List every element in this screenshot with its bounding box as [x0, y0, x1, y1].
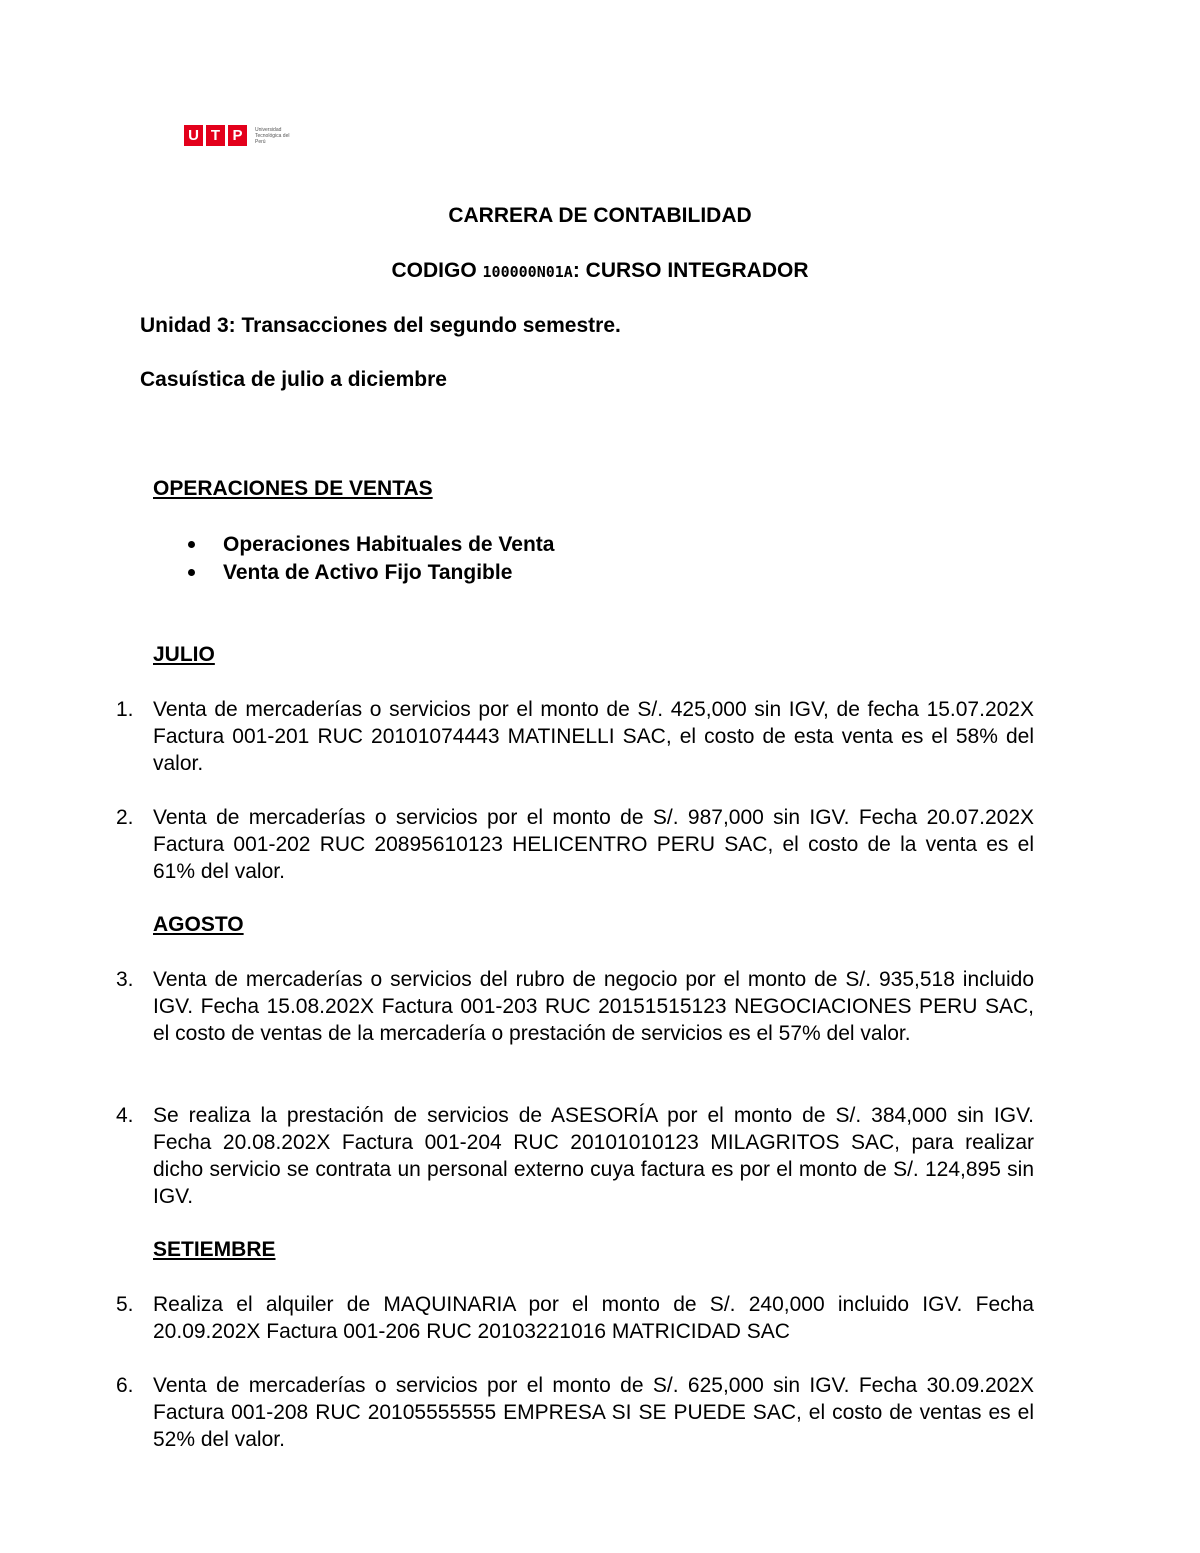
course-name: : CURSO INTEGRADOR — [572, 259, 809, 282]
month-heading-august: AGOSTO — [153, 913, 244, 936]
code-prefix: CODIGO — [391, 259, 483, 282]
transaction-item — [116, 1102, 1034, 1210]
item-text: Venta de mercaderías o servicios por el monto de S/. 987,000 sin IGV. Fecha 20.07.202X Factura 001-202 RUC 20895610123 HELICENTRO PERU SAC, el costo de la venta es el 61% del valor. — [153, 806, 1034, 883]
bullet-icon — [188, 541, 195, 548]
item-number: 3. — [116, 968, 134, 991]
list-item-label: Operaciones Habituales de Venta — [223, 533, 555, 556]
item-text: Se realiza la prestación de servicios de ASESORÍA por el monto de S/. 384,000 sin IGV. Fecha 20.08.202X Factura 001-204 RUC 20101010123 MILAGRITOS SAC, para realizar dicho servicio se contrata un personal externo cuya factura es por el monto de S/. 124,895 sin IGV. — [153, 1104, 1034, 1208]
item-number: 6. — [116, 1374, 134, 1397]
course-code-line — [0, 259, 1200, 283]
career-title: CARRERA DE CONTABILIDAD — [448, 204, 752, 227]
casuistic-title: Casuística de julio a diciembre — [140, 368, 447, 391]
logo-subtitle: Universidad Tecnológica del Perú — [255, 126, 290, 145]
item-text: Venta de mercaderías o servicios por el monto de S/. 425,000 sin IGV, de fecha 15.07.202X Factura 001-201 RUC 20101074443 MATINELLI SAC, el costo de esta venta es el 58% del valor. — [153, 698, 1034, 775]
logo-letter-t: T — [206, 125, 225, 146]
operations-heading: OPERACIONES DE VENTAS — [153, 477, 433, 500]
month-heading-july: JULIO — [153, 643, 215, 666]
item-number: 2. — [116, 806, 134, 829]
list-item — [186, 559, 554, 587]
item-number: 4. — [116, 1104, 134, 1127]
logo-letter-u: U — [184, 125, 203, 146]
item-text: Venta de mercaderías o servicios del rubro de negocio por el monto de S/. 935,518 incluido IGV. Fecha 15.08.202X Factura 001-203 RUC 20151515123 NEGOCIACIONES PERU SAC, el costo de ventas de la mercadería o prestación de servicios es el 57% del valor. — [153, 968, 1034, 1045]
list-item-label: Venta de Activo Fijo Tangible — [223, 561, 513, 584]
item-number: 1. — [116, 698, 134, 721]
item-number: 5. — [116, 1293, 134, 1316]
course-code: 100000N01A — [482, 263, 573, 281]
unit-title: Unidad 3: Transacciones del segundo semestre. — [140, 314, 621, 337]
list-item — [186, 531, 554, 559]
logo-letter-p: P — [228, 125, 247, 146]
transaction-item — [116, 1291, 1034, 1345]
item-text: Realiza el alquiler de MAQUINARIA por el monto de S/. 240,000 incluido IGV. Fecha 20.09.202X Factura 001-206 RUC 20103221016 MATRICIDAD SAC — [153, 1293, 1034, 1343]
transaction-item — [116, 966, 1034, 1047]
transaction-item — [116, 1372, 1034, 1453]
utp-logo — [184, 125, 295, 146]
month-heading-september: SETIEMBRE — [153, 1238, 276, 1261]
bullet-icon — [188, 569, 195, 576]
transaction-item — [116, 696, 1034, 777]
item-text: Venta de mercaderías o servicios por el monto de S/. 625,000 sin IGV. Fecha 30.09.202X Factura 001-208 RUC 20105555555 EMPRESA SI SE PUEDE SAC, el costo de ventas es el 52% del valor. — [153, 1374, 1034, 1451]
transaction-item — [116, 804, 1034, 885]
operations-list — [186, 531, 554, 587]
